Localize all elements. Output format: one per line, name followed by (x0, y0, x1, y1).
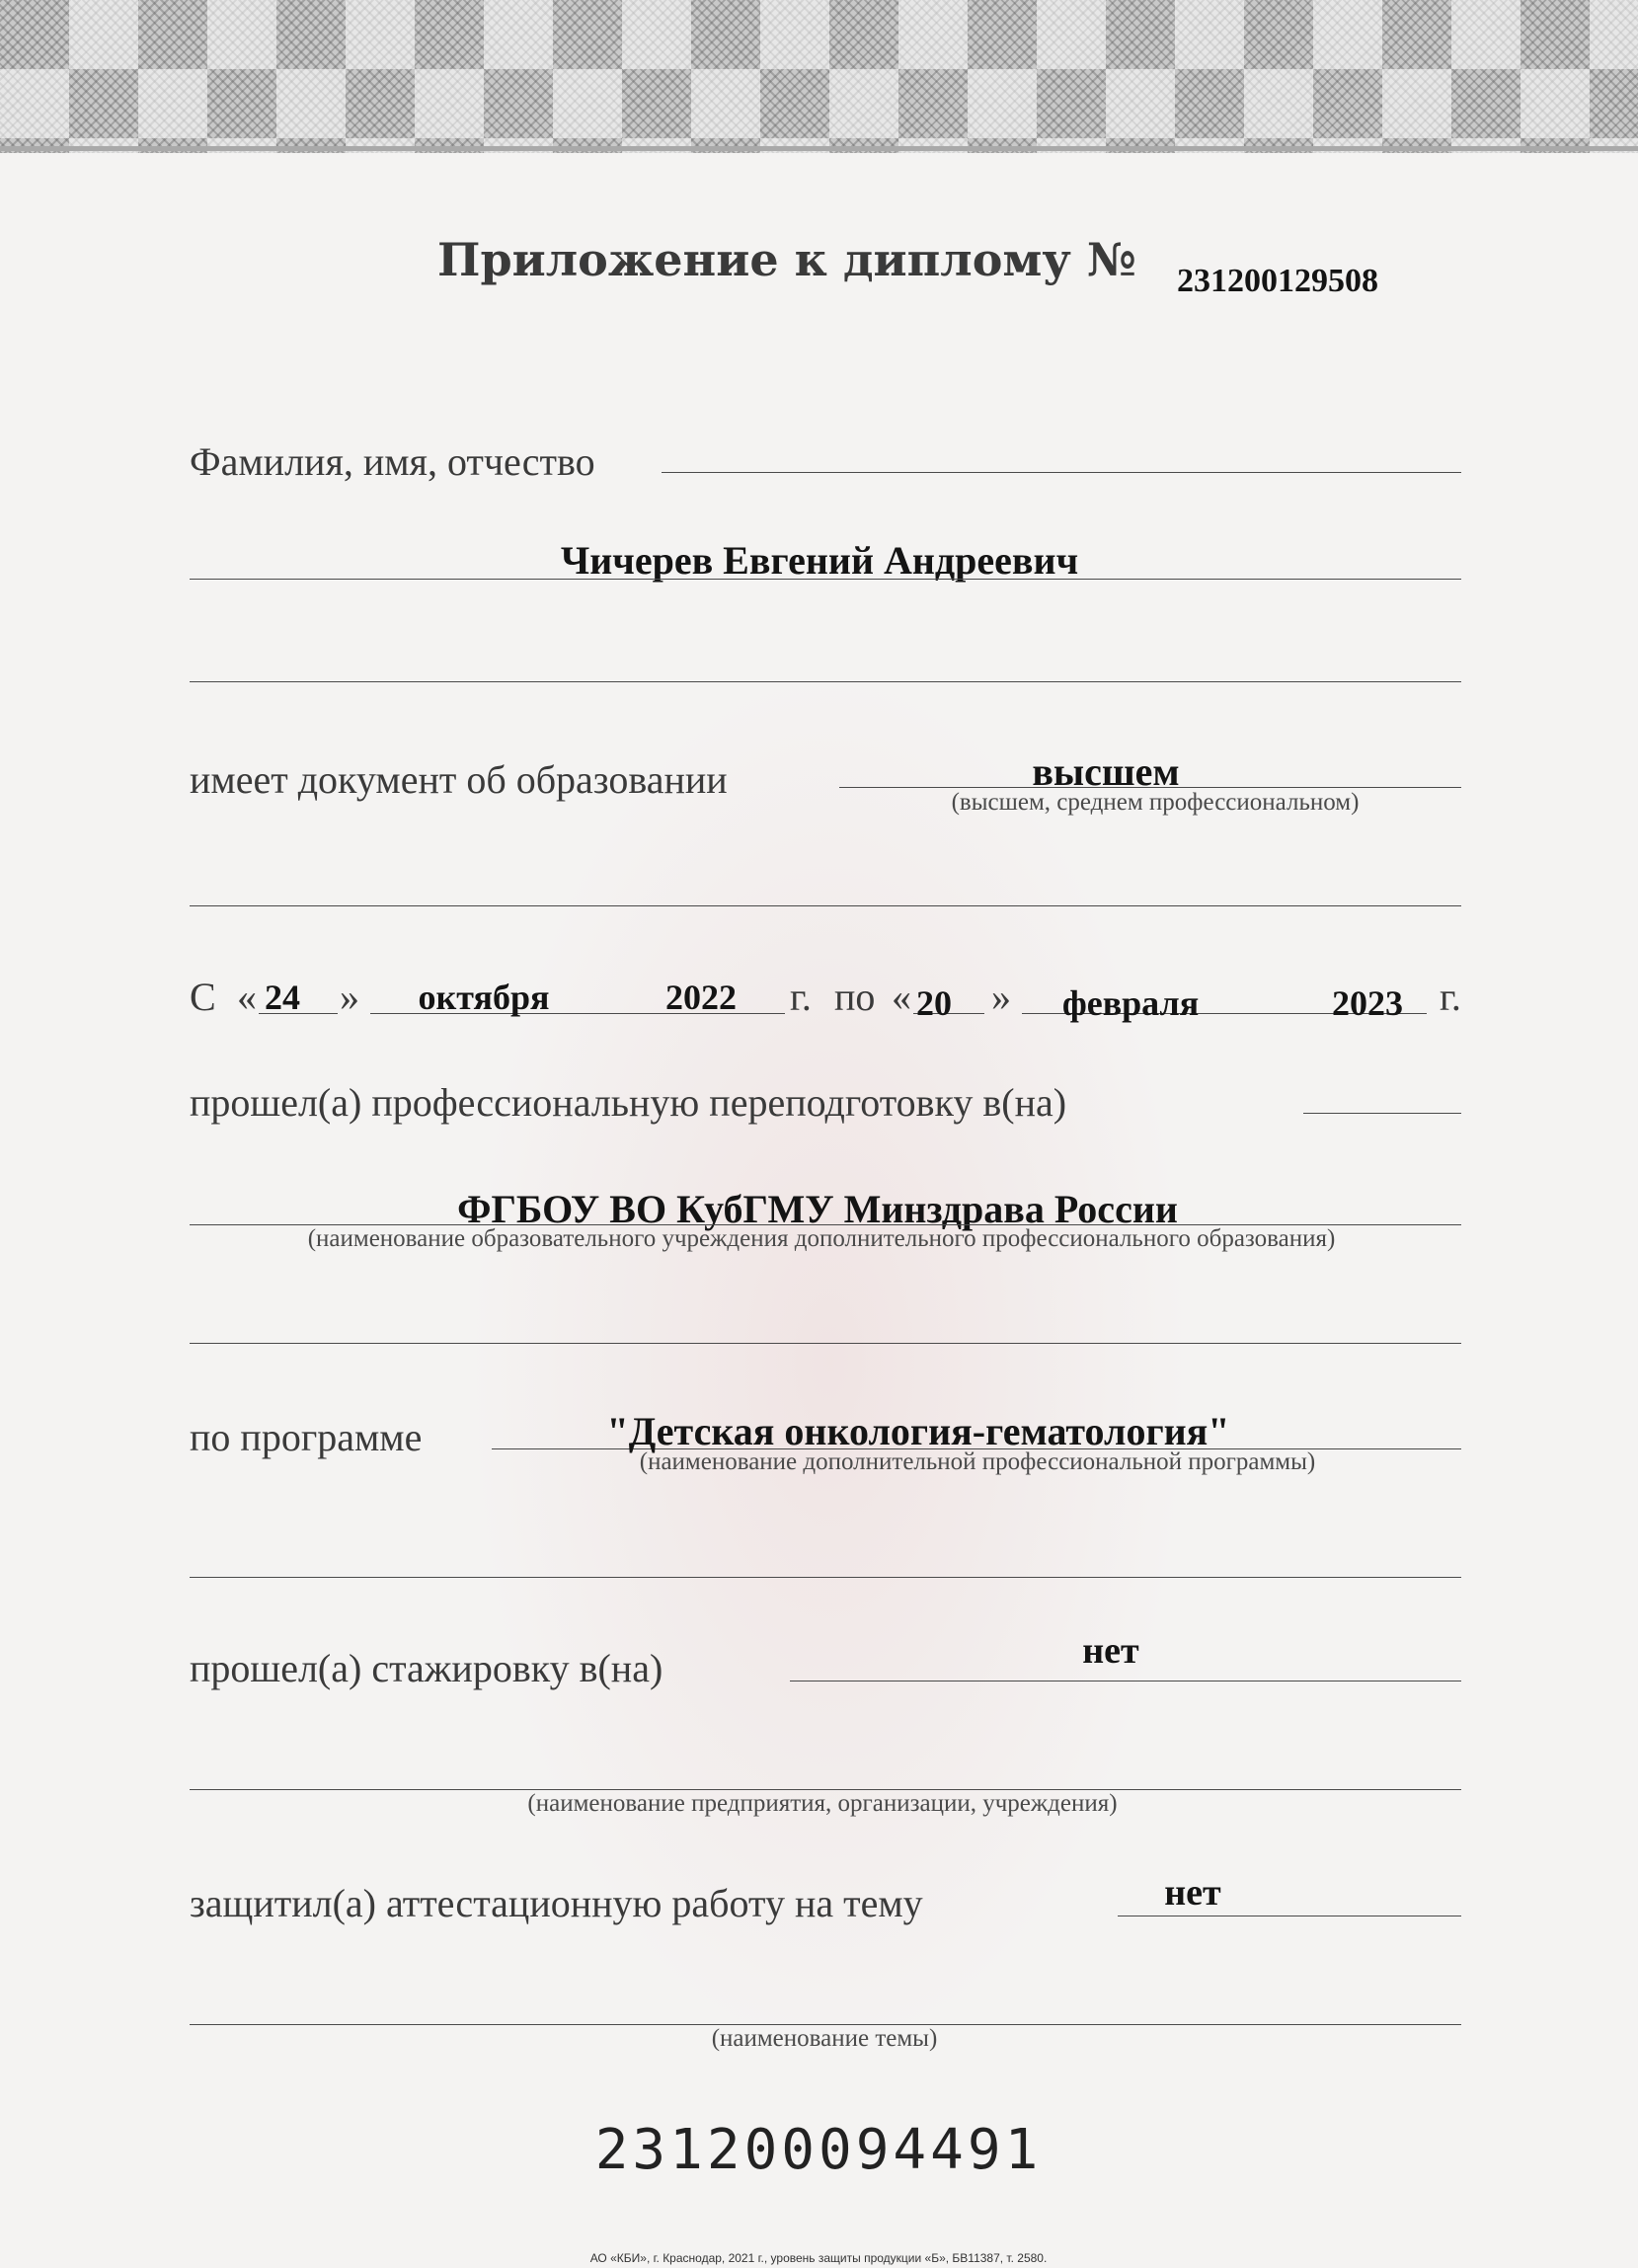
internship-label: прошел(а) стажировку в(на) (190, 1646, 663, 1690)
guilloche-border (0, 0, 1638, 153)
printer-imprint: АО «КБИ», г. Краснодар, 2021 г., уровень защиты продукции «Б», БВ11387, т. 2580. (589, 2251, 1048, 2265)
education-caption: (высшем, среднем профессиональном) (951, 789, 1360, 816)
program-line-2 (190, 1577, 1461, 1578)
period-to-open-quote: « (892, 975, 911, 1019)
period-to-year: 2023 (1332, 983, 1403, 1023)
period-end-suffix: г. (1440, 975, 1461, 1019)
program-value: "Детская онкология-гематология" (606, 1409, 1230, 1453)
thesis-value: нет (1164, 1872, 1221, 1914)
border-edge (0, 146, 1638, 151)
form-serial-number: 231200094491 (594, 2118, 1043, 2182)
full-name-line-1 (662, 472, 1461, 473)
diploma-number: 231200129508 (1177, 263, 1378, 299)
period-to-day: 20 (916, 983, 952, 1023)
thesis-label: защитил(а) аттестационную работу на тему (190, 1881, 923, 1925)
period-from-year: 2022 (665, 978, 737, 1017)
period-to-month: февраля (1061, 983, 1200, 1023)
education-label: имеет документ об образовании (190, 757, 728, 802)
period-from-day: 24 (265, 978, 300, 1017)
period-from-month: октября (418, 978, 550, 1017)
full-name-line-2 (190, 579, 1461, 580)
retraining-institution: ФГБОУ ВО КубГМУ Минздрава России (457, 1187, 1178, 1231)
internship-value: нет (1082, 1630, 1139, 1672)
period-from-open-quote: « (237, 975, 257, 1019)
retraining-line-3 (190, 1343, 1461, 1344)
retraining-line-1 (1303, 1113, 1461, 1114)
program-caption: (наименование дополнительной профессиональной программы) (639, 1448, 1316, 1475)
education-value: высшем (1032, 749, 1180, 794)
period-prefix: С (190, 975, 216, 1019)
period-to-close-quote: » (991, 975, 1011, 1019)
retraining-label: прошел(а) профессиональную переподготовку в(на) (190, 1080, 1067, 1125)
period-to-word: по (834, 975, 876, 1019)
full-name-value: Чичерев Евгений Андреевич (560, 538, 1079, 583)
full-name-label: Фамилия, имя, отчество (190, 439, 595, 484)
program-label: по программе (190, 1415, 423, 1459)
thesis-caption: (наименование темы) (711, 2025, 938, 2052)
document-title: Приложение к диплому № (437, 233, 1136, 286)
education-line-2 (190, 905, 1461, 906)
internship-caption: (наименование предприятия, организации, учреждения) (527, 1790, 1118, 1817)
full-name-line-3 (190, 681, 1461, 682)
period-year-suffix: г. (790, 975, 812, 1019)
retraining-caption: (наименование образовательного учреждения дополнительного профессионального образования) (307, 1225, 1336, 1252)
period-from-close-quote: » (340, 975, 359, 1019)
